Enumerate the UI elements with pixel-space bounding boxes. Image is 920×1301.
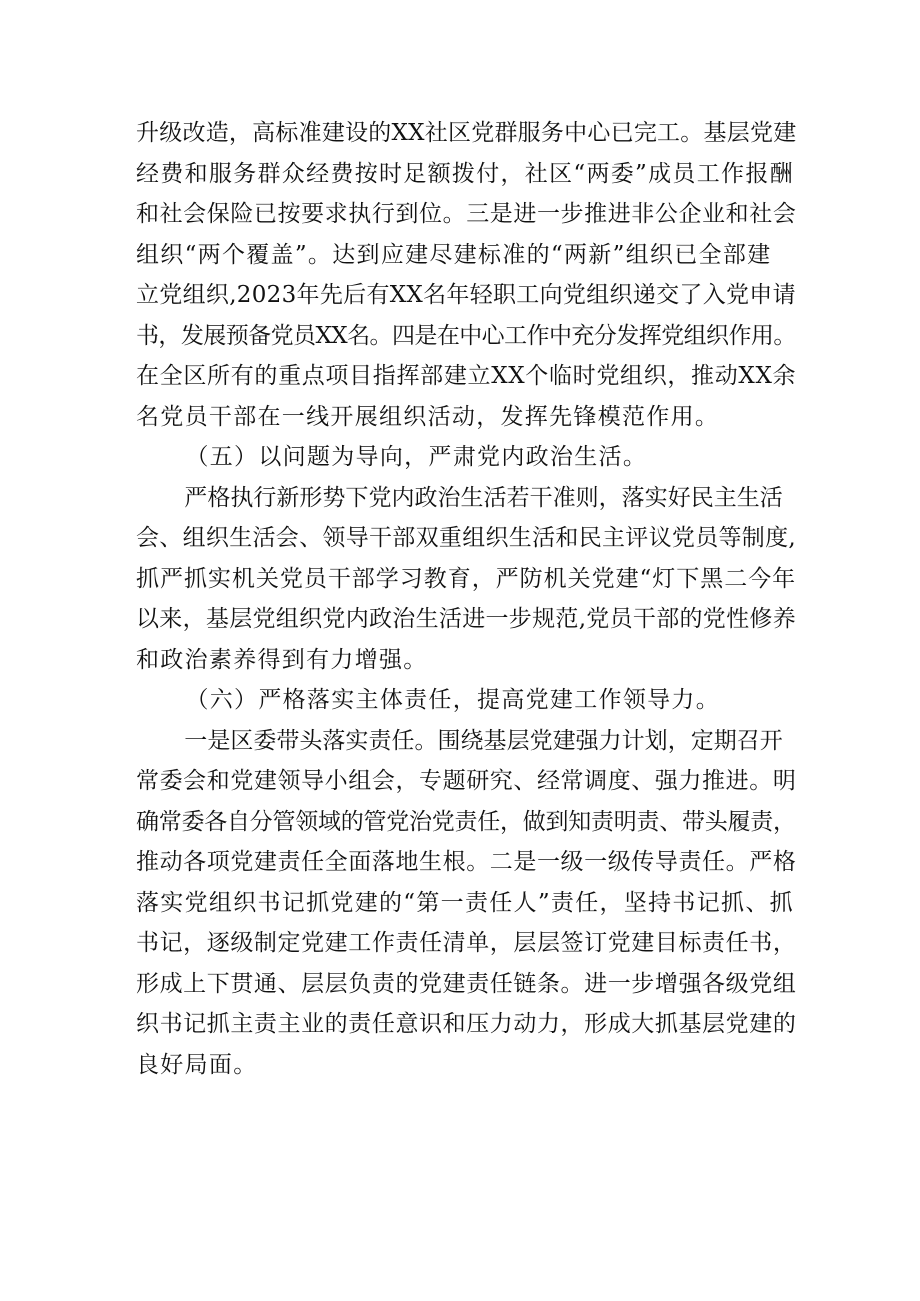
paragraph-political-life-continued xyxy=(136,518,796,680)
text-line: 严格执行新形势下党内政治生活若干准则，落实好民主生活 xyxy=(184,484,783,511)
text-line: 以来，基层党组织党内政治生活进一步规范,党员干部的党性修养 xyxy=(136,606,797,632)
text-line: 书，发展预备党员XX名。四是在中心工作中充分发挥党组织作用。 xyxy=(136,322,796,349)
section-heading-text: （五）以问题为导向，严肃党内政治生活。 xyxy=(185,444,648,470)
document-body xyxy=(136,113,796,1085)
text-line: 书记，逐级制定党建工作责任清单，层层签订党建目标责任书， xyxy=(136,930,797,956)
text-line: 名党员干部在一线开展组织活动，发挥先锋模范作用。 xyxy=(136,403,720,430)
text-line: 落实党组织书记抓党建的“第一责任人”责任，坚持书记抓、抓 xyxy=(136,889,794,916)
text-line: 会、组织生活会、领导干部双重组织生活和民主评议党员等制度, xyxy=(136,525,797,551)
text-line: 织书记抓主责主业的责任意识和压力动力，形成大抓基层党建的 xyxy=(136,1011,797,1037)
text-line: 推动各项党建责任全面落地生根。二是一级一级传导责任。严格 xyxy=(136,849,797,875)
section-heading-text: （六）严格落实主体责任，提高党建工作领导力。 xyxy=(185,687,721,713)
paragraph-main-responsibility xyxy=(136,721,796,762)
text-line: 抓严抓实机关党员干部学习教育，严防机关党建“灯下黑二今年 xyxy=(136,565,797,592)
section-heading-5 xyxy=(136,437,796,478)
text-line: 一是区委带头落实责任。围绕基层党建强力计划，定期召开 xyxy=(184,727,783,754)
text-line: 经费和服务群众经费按时足额拨付，社区“两委”成员工作报酬 xyxy=(136,160,794,187)
text-line: 升级改造，高标准建设的XX社区党群服务中心已完工。基层党建 xyxy=(136,120,797,146)
text-line: 在全区所有的重点项目指挥部建立XX个临时党组织，推动XX余 xyxy=(136,363,797,389)
text-line: 确常委各自分管领域的管党治党责任，做到知责明责、带头履责， xyxy=(136,808,796,835)
text-line: 立党组织,2023年先后有XX名年轻职工向党组织递交了入党申请 xyxy=(136,282,796,308)
paragraph-party-organization-coverage xyxy=(136,113,796,437)
text-line: 组织“两个覆盖”。达到应建尽建标准的“两新”组织已全部建 xyxy=(136,241,772,268)
text-line: 形成上下贯通、层层负责的党建责任链条。进一步增强各级党组 xyxy=(136,970,797,997)
section-heading-6 xyxy=(136,680,796,721)
text-line: 和政治素养得到有力增强。 xyxy=(136,646,428,673)
text-line: 常委会和党建领导小组会，专题研究、经常调度、强力推进。明 xyxy=(136,768,797,794)
text-line: 和社会保险已按要求执行到位。三是进一步推进非公企业和社会 xyxy=(136,201,797,227)
text-line: 良好局面。 xyxy=(136,1051,258,1078)
paragraph-political-life xyxy=(136,478,796,519)
paragraph-main-responsibility-continued xyxy=(136,761,796,1085)
